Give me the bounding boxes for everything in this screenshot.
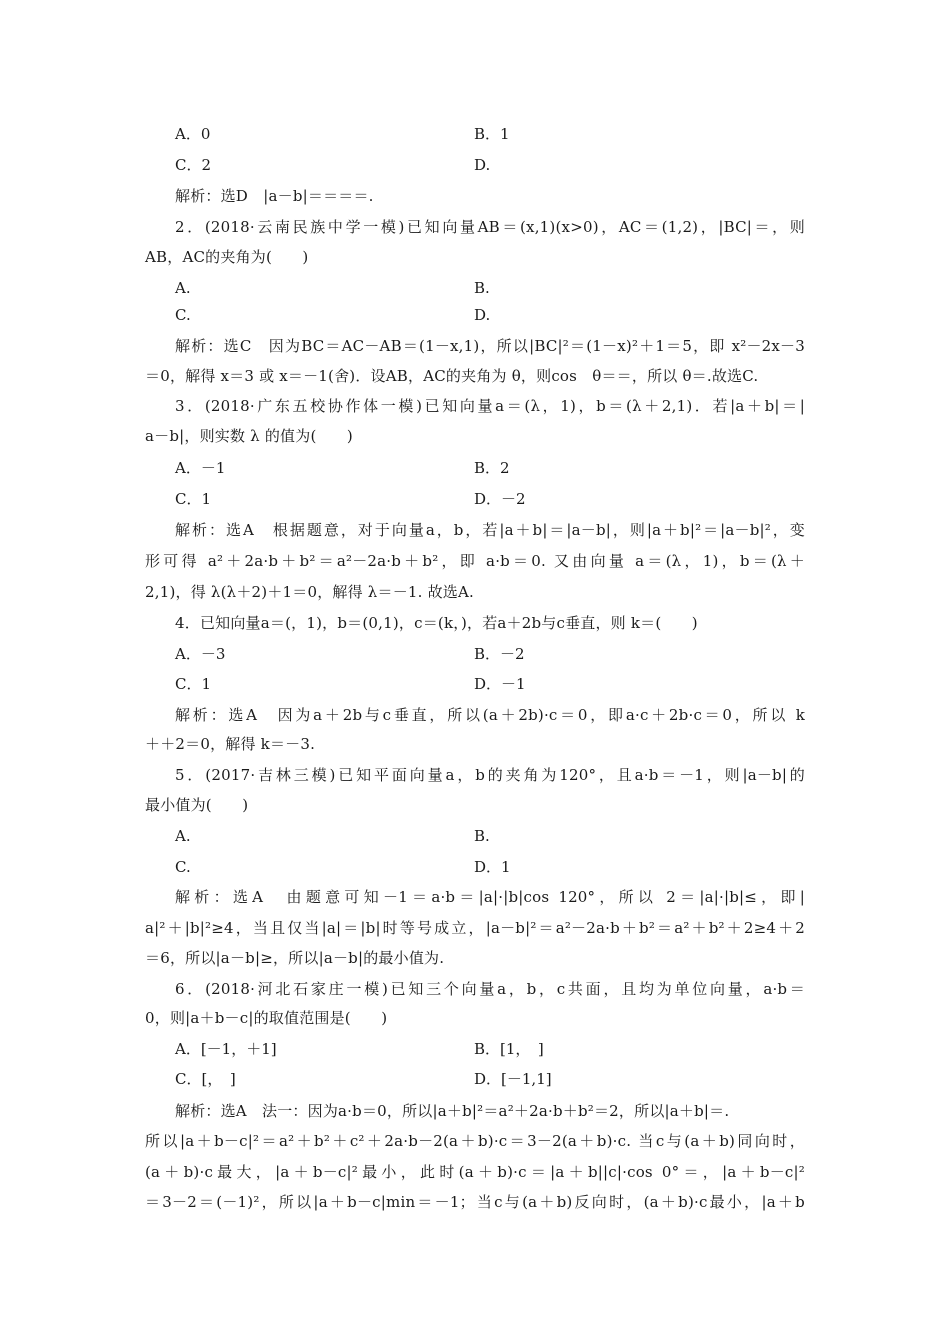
text-line: ＝3－2＝(－1)²，所以|a＋b－c|min＝－1；当c与(a＋b)反向时，(a＋b)·c最小，|a＋b <box>145 1193 805 1211</box>
option-left: C．[， ] <box>175 1070 236 1088</box>
text-line: ＋＋2＝0，解得 k＝－3. <box>145 735 316 753</box>
option-right: D．－1 <box>474 675 526 693</box>
text-line: (a＋b)·c最大，|a＋b－c|²最小，此时(a＋b)·c＝|a＋b||c|·cos 0°＝，|a＋b－c|² <box>145 1163 805 1181</box>
option-left: C. <box>175 306 191 324</box>
option-left: C．2 <box>175 156 212 174</box>
option-left: A．－1 <box>175 459 226 477</box>
option-right: B．[1， ] <box>474 1040 544 1058</box>
text-line: 形可得 a²＋2a·b＋b²＝a²－2a·b＋b²，即 a·b＝0. 又由向量 a＝(λ，1)，b＝(λ＋ <box>145 552 805 570</box>
option-left: A．－3 <box>175 645 226 663</box>
option-right: D. <box>474 306 491 324</box>
text-line: 解析：选A 法一：因为a·b＝0，所以|a＋b|²＝a²＋2a·b＋b²＝2，所以|a＋b|＝. <box>175 1102 730 1120</box>
option-left: A. <box>175 279 191 297</box>
text-line: ＝6，所以|a－b|≥，所以|a－b|的最小值为. <box>145 949 445 967</box>
option-right: D．－2 <box>474 490 526 508</box>
text-line: 0，则|a＋b－c|的取值范围是( ) <box>145 1009 388 1027</box>
text-line: a|²＋|b|²≥4，当且仅当|a|＝|b|时等号成立，|a－b|²＝a²－2a·b＋b²＝a²＋b²＋2≥4＋2 <box>145 919 805 937</box>
text-line: 最小值为( ) <box>145 796 249 814</box>
option-right: B．1 <box>474 125 510 143</box>
text-line: 解析：选D |a－b|＝＝＝＝. <box>175 187 374 205</box>
option-left: A．[－1，＋1] <box>175 1040 277 1058</box>
text-line: 解析：选A 根据题意，对于向量a，b，若|a＋b|＝|a－b|，则|a＋b|²＝|a－b|²，变 <box>175 521 805 539</box>
text-line: 解析：选C 因为BC＝AC－AB＝(1－x,1)，所以|BC|²＝(1－x)²＋1＝5，即 x²－2x－3 <box>175 337 805 355</box>
option-right: D．1 <box>474 858 511 876</box>
text-line: ＝0，解得 x＝3 或 x＝－1(舍)．设AB，AC的夹角为 θ，则cos θ＝＝，所以 θ＝.故选C. <box>145 367 759 385</box>
option-right: B．－2 <box>474 645 525 663</box>
option-right: B. <box>474 279 490 297</box>
text-line: 3．(2018·广东五校协作体一模)已知向量a＝(λ，1)，b＝(λ＋2,1)．若|a＋b|＝| <box>175 397 805 415</box>
option-right: D．[－1,1] <box>474 1070 552 1088</box>
text-line: 5．(2017·吉林三模)已知平面向量a，b的夹角为120°，且a·b＝－1，则|a－b|的 <box>175 766 805 784</box>
option-left: A. <box>175 827 191 845</box>
text-line: 2,1)，得 λ(λ＋2)＋1＝0，解得 λ＝－1. 故选A. <box>145 583 474 601</box>
text-line: 解析：选A 因为a＋2b与c垂直，所以(a＋2b)·c＝0，即a·c＋2b·c＝0，所以 k <box>175 706 805 724</box>
text-line: 解析：选A 由题意可知－1＝a·b＝|a|·|b|cos 120°，所以 2＝|a|·|b|≤，即| <box>175 888 805 906</box>
option-left: C．1 <box>175 675 212 693</box>
text-line: 2．(2018·云南民族中学一模)已知向量AB＝(x,1)(x>0)，AC＝(1,2)，|BC|＝，则 <box>175 218 805 236</box>
text-line: AB，AC的夹角为( ) <box>145 248 309 266</box>
option-left: C. <box>175 858 191 876</box>
option-left: C．1 <box>175 490 212 508</box>
option-left: A．0 <box>175 125 211 143</box>
option-right: D. <box>474 156 491 174</box>
text-line: 4．已知向量a＝(，1)，b＝(0,1)，c＝(k，)，若a＋2b与c垂直，则 k＝( ) <box>175 614 698 632</box>
text-line: a－b|，则实数 λ 的值为( ) <box>145 427 353 445</box>
text-line: 6．(2018·河北石家庄一模)已知三个向量a，b，c共面，且均为单位向量，a·b＝ <box>175 980 805 998</box>
option-right: B. <box>474 827 490 845</box>
option-right: B．2 <box>474 459 510 477</box>
text-line: 所以|a＋b－c|²＝a²＋b²＋c²＋2a·b－2(a＋b)·c＝3－2(a＋b)·c. 当c与(a＋b)同向时， <box>145 1132 805 1150</box>
